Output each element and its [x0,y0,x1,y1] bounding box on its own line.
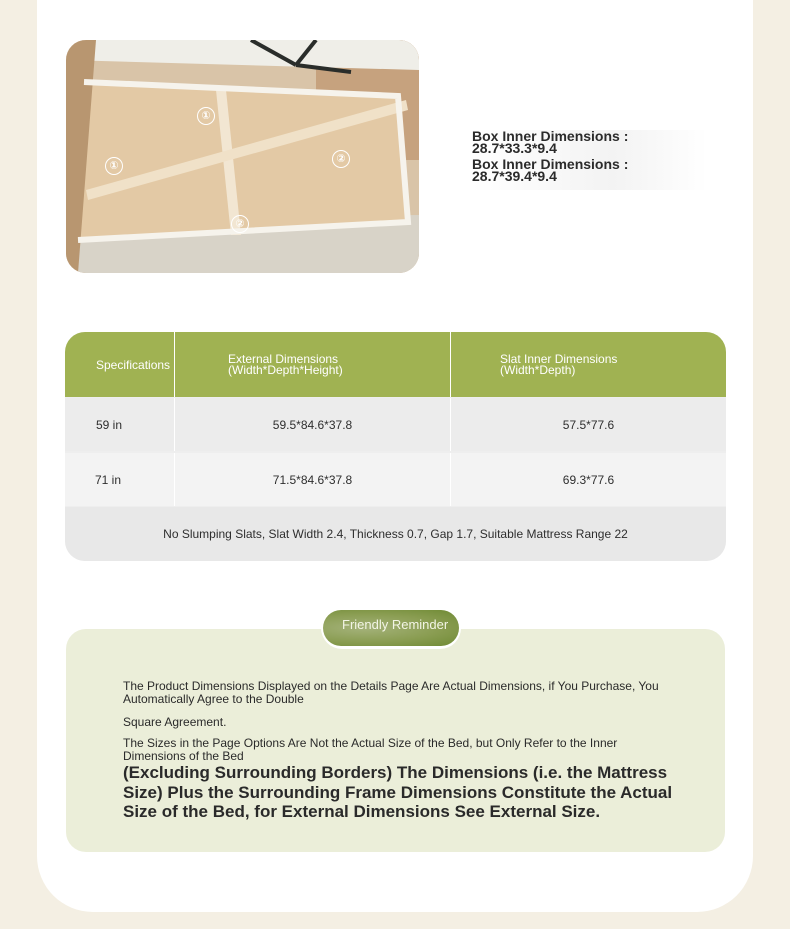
slat-note-text: No Slumping Slats, Slat Width 2.4, Thickness 0.7, Gap 1.7, Suitable Mattress Range 22 [163,527,628,541]
box-dimension-value: 28.7*39.4*9.4 [472,168,557,184]
spec-cell: 71 in [95,472,122,487]
slat-dimensions-cell: 57.5*77.6 [450,398,726,451]
reminder-paragraph: Square Agreement. [123,715,227,729]
header-slat-subtitle: (Width*Depth) [500,362,576,377]
box-dimension-label: Box Inner Dimensions : [472,128,629,144]
box-dimension-item [472,130,707,154]
header-slat-dimensions [450,332,726,397]
table-row [65,453,726,506]
box-inner-dimensions [472,130,707,190]
slat-dimensions-cell: 69.3*77.6 [450,453,726,506]
box-dimension-label: Box Inner Dimensions : [472,156,629,172]
header-external-title: External Dimensions [228,351,339,366]
friendly-reminder-badge [321,607,461,649]
reminder-text [123,680,673,822]
reminder-emphasis: (Excluding Surrounding Borders) The Dimensions (i.e. the Mattress Size) Plus the Surrounding Frame Dimensions Constitute the Actual Size of the Bed, for External Dimensions See External Size. [123,763,673,821]
specifications-table [65,332,726,561]
friendly-reminder-title: Friendly Reminder [323,610,459,646]
table-row [65,398,726,451]
compartment-marker: ① [197,107,215,125]
external-dimensions-cell: 59.5*84.6*37.8 [174,398,450,451]
box-dimension-value: 28.7*33.3*9.4 [472,140,557,156]
slat-note-row [65,507,726,561]
compartment-marker: ② [231,215,249,233]
table-header-row [65,332,726,397]
header-slat-title: Slat Inner Dimensions [500,351,618,366]
header-external-dimensions [174,332,450,397]
header-external-subtitle: (Width*Depth*Height) [228,362,343,377]
box-dimension-item [472,158,707,182]
spec-cell: 59 in [96,417,123,432]
external-dimensions-cell: 71.5*84.6*37.8 [174,453,450,506]
reminder-paragraph: The Sizes in the Page Options Are Not the Actual Size of the Bed, but Only Refer to the Inner Dimensions of the Bed [123,736,618,763]
bed-storage-photo [66,40,419,273]
compartment-marker: ① [105,157,123,175]
reminder-paragraph: The Product Dimensions Displayed on the Details Page Are Actual Dimensions, if You Purchase, You Automatically Agree to the Double [123,679,659,706]
compartment-marker: ② [332,150,350,168]
content-card [37,0,753,912]
header-specifications: Specifications [96,357,171,372]
